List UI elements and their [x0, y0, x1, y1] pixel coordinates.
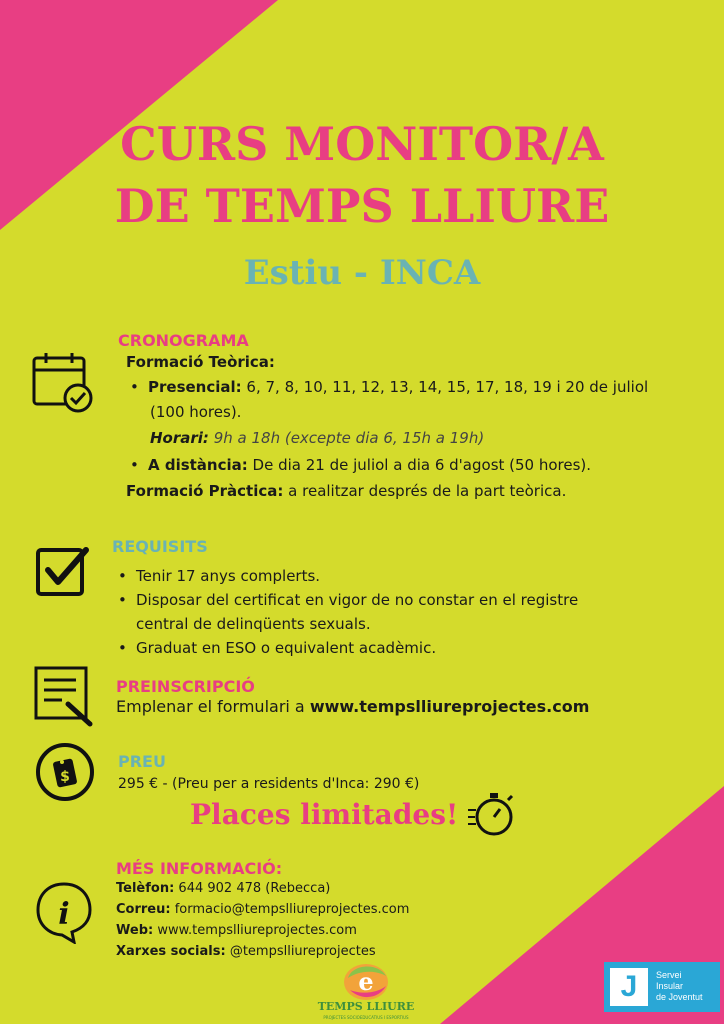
- title-line-2: DE TEMPS LLIURE: [114, 179, 610, 233]
- teorica-label: Formació Teòrica:: [126, 353, 275, 371]
- horari-line: [150, 428, 484, 448]
- sij-line-1: Servei: [656, 970, 682, 980]
- horari-label: Horari:: [150, 429, 209, 447]
- requisit-item-1-text: Tenir 17 anys complerts.: [136, 567, 321, 585]
- logo-tagline: PROJECTES SOCIOEDUCATIUS I ESPORTIUS: [323, 1015, 409, 1020]
- servei-insular-joventut-logo: [604, 962, 720, 1012]
- requisits-heading: REQUISITS: [112, 537, 208, 556]
- preinscripcio-line: [116, 697, 589, 717]
- info-web: [116, 921, 357, 941]
- telefon-value[interactable]: 644 902 478 (Rebecca): [178, 881, 331, 896]
- xarxes-label: Xarxes socials:: [116, 944, 226, 959]
- cronograma-heading: CRONOGRAMA: [118, 331, 249, 350]
- presencial-line: • Presencial: 6, 7, 8, 10, 11, 12, 13, 14, 15, 17, 18, 19 i 20 de juliol: [130, 378, 649, 396]
- distancia-value: De dia 21 de juliol a dia 6 d'agost (50 hores).: [252, 456, 592, 474]
- preu-text: 295 € - (Preu per a residents d'Inca: 290 €): [118, 776, 420, 792]
- requisit-item-3-text: Graduat en ESO o equivalent acadèmic.: [136, 639, 437, 657]
- telefon-label: Telèfon:: [116, 881, 175, 896]
- distancia-label: A distància:: [148, 456, 248, 474]
- correu-label: Correu:: [116, 902, 171, 917]
- sij-name: [656, 970, 703, 1003]
- distancia-line: • A distància: De dia 21 de juliol a dia 6 d'agost (50 hores).: [130, 456, 592, 474]
- info-telefon: [116, 879, 330, 899]
- presencial-label: Presencial:: [148, 378, 242, 396]
- practica-value: a realitzar després de la part teòrica.: [288, 482, 567, 500]
- horari-value: 9h a 18h (excepte dia 6, 15h a 19h): [213, 429, 485, 447]
- practica-line: [126, 481, 566, 501]
- correu-value[interactable]: formacio@tempslliureprojectes.com: [174, 902, 410, 917]
- xarxes-value[interactable]: @tempslliureprojectes: [229, 944, 376, 959]
- logo-name: TEMPS LLIURE: [317, 1000, 415, 1013]
- preinscripcio-url[interactable]: www.tempslliureprojectes.com: [309, 697, 590, 716]
- info-xarxes: [116, 942, 376, 962]
- preinscripcio-heading: PREINSCRIPCIÓ: [116, 677, 255, 696]
- preinscripcio-text: Emplenar el formulari a: [116, 697, 305, 716]
- requisit-item-2: • Disposar del certificat en vigor de no constar en el registre: [118, 591, 579, 609]
- title-line-1: CURS MONITOR/A: [120, 117, 604, 171]
- price-tag-icon: [34, 741, 96, 803]
- info-heading: MÉS INFORMACIÓ:: [116, 859, 283, 878]
- requisit-item-2-cont: central de delinqüents sexuals.: [136, 615, 371, 633]
- places-limitades: Places limitades!: [190, 798, 459, 831]
- presencial-hours: (100 hores).: [150, 403, 242, 421]
- preu-heading: PREU: [118, 752, 166, 771]
- info-correu: [116, 900, 409, 920]
- svg-text:e: e: [358, 967, 374, 996]
- info-bubble-icon: [34, 880, 94, 944]
- temps-lliure-logo: [340, 962, 392, 1002]
- sij-letter: J: [610, 968, 648, 1006]
- sij-line-3: de Joventut: [656, 992, 703, 1002]
- sij-line-2: Insular: [656, 981, 684, 991]
- practica-label: Formació Pràctica:: [126, 482, 284, 500]
- requisit-item-2-text: Disposar del certificat en vigor de no constar en el registre: [136, 591, 579, 609]
- svg-text:$: $: [60, 769, 70, 785]
- web-value[interactable]: www.tempslliureprojectes.com: [157, 923, 357, 938]
- checkbox-icon: [34, 542, 94, 602]
- stopwatch-icon: [466, 788, 518, 840]
- requisit-item-1: • Tenir 17 anys complerts.: [118, 567, 321, 585]
- requisit-item-3: • Graduat en ESO o equivalent acadèmic.: [118, 639, 437, 657]
- presencial-dates: 6, 7, 8, 10, 11, 12, 13, 14, 15, 17, 18, 19 i 20 de juliol: [246, 378, 649, 396]
- subtitle: Estiu - INCA: [243, 253, 481, 293]
- web-label: Web:: [116, 923, 154, 938]
- calendar-check-icon: [30, 350, 96, 416]
- form-pencil-icon: [32, 664, 96, 728]
- svg-text:i: i: [58, 897, 70, 932]
